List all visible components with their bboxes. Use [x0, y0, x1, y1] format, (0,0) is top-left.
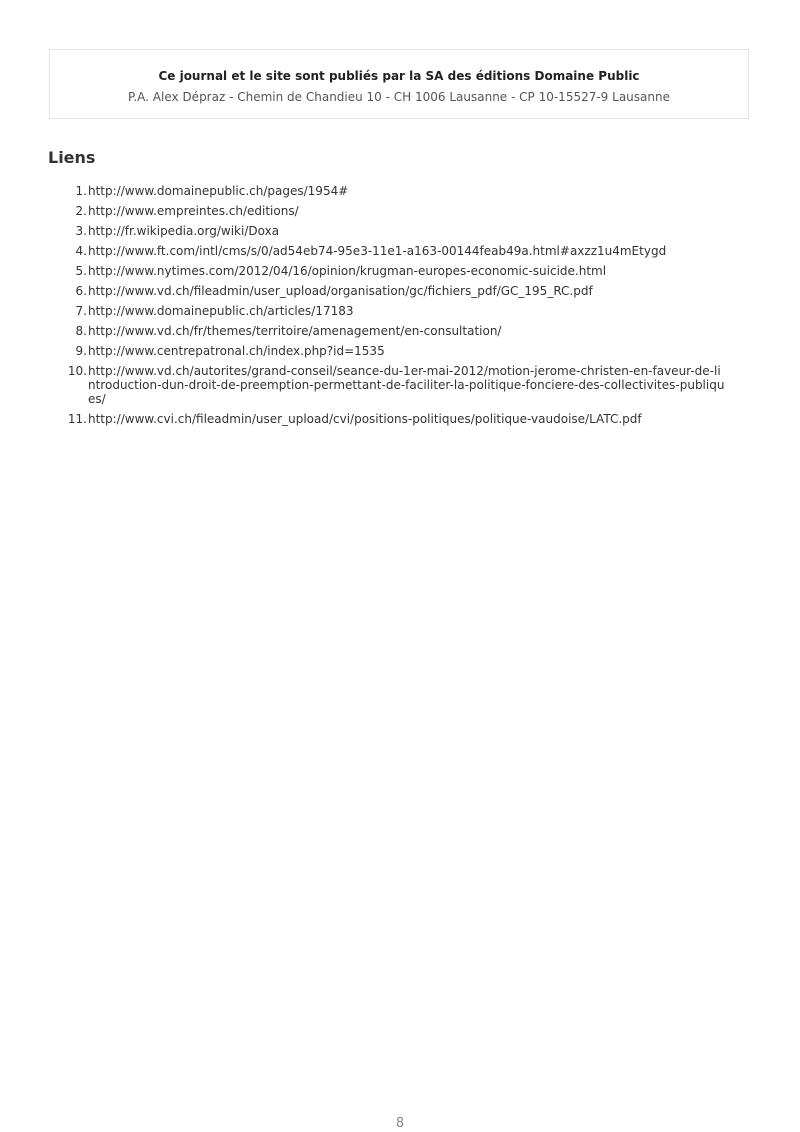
link-url[interactable]: http://www.empreintes.ch/editions/	[88, 204, 299, 218]
link-url[interactable]: http://www.domainepublic.ch/pages/1954#	[88, 184, 349, 198]
link-item	[48, 364, 748, 406]
link-item	[48, 304, 748, 318]
links-heading: Liens	[48, 148, 96, 167]
link-url[interactable]: http://www.vd.ch/autorites/grand-conseil/seance-du-1er-mai-2012/motion-jerome-christen-en-faveur-de-lintroduction-dun-droit-de-preemption-permettant-de-faciliter-la-politique-fonciere-des-collectivites-publiques/	[88, 364, 725, 406]
link-item	[48, 184, 748, 198]
link-url[interactable]: http://www.ft.com/intl/cms/s/0/ad54eb74-95e3-11e1-a163-00144feab49a.html#axzz1u4mEtygd	[88, 244, 667, 258]
publisher-box	[49, 49, 749, 119]
link-item	[48, 412, 748, 426]
link-item	[48, 324, 748, 338]
link-item	[48, 224, 748, 238]
link-item	[48, 264, 748, 278]
link-item	[48, 284, 748, 298]
link-number: 3.	[75, 224, 87, 238]
link-url[interactable]: http://www.centrepatronal.ch/index.php?id=1535	[88, 344, 385, 358]
links-list	[48, 184, 748, 432]
link-item	[48, 204, 748, 218]
link-number: 10.	[67, 364, 87, 378]
link-number: 4.	[75, 244, 87, 258]
link-number: 9.	[75, 344, 87, 358]
page-number: 8	[395, 1116, 405, 1131]
publisher-address: P.A. Alex Dépraz - Chemin de Chandieu 10 - CH 1006 Lausanne - CP 10-15527-9 Lausanne	[128, 90, 670, 104]
link-url[interactable]: http://www.vd.ch/fr/themes/territoire/amenagement/en-consultation/	[88, 324, 502, 338]
link-item	[48, 244, 748, 258]
link-number: 6.	[75, 284, 87, 298]
link-number: 7.	[75, 304, 87, 318]
link-number: 8.	[75, 324, 87, 338]
link-url[interactable]: http://www.vd.ch/fileadmin/user_upload/organisation/gc/fichiers_pdf/GC_195_RC.pdf	[88, 284, 593, 298]
link-item	[48, 344, 748, 358]
link-url[interactable]: http://www.nytimes.com/2012/04/16/opinion/krugman-europes-economic-suicide.html	[88, 264, 607, 278]
publisher-title: Ce journal et le site sont publiés par la SA des éditions Domaine Public	[158, 69, 640, 83]
link-number: 11.	[67, 412, 87, 426]
link-url[interactable]: http://fr.wikipedia.org/wiki/Doxa	[88, 224, 280, 238]
link-number: 2.	[75, 204, 87, 218]
link-number: 1.	[75, 184, 87, 198]
link-number: 5.	[75, 264, 87, 278]
link-url[interactable]: http://www.domainepublic.ch/articles/17183	[88, 304, 354, 318]
link-url[interactable]: http://www.cvi.ch/fileadmin/user_upload/cvi/positions-politiques/politique-vaudoise/LATC.pdf	[88, 412, 642, 426]
